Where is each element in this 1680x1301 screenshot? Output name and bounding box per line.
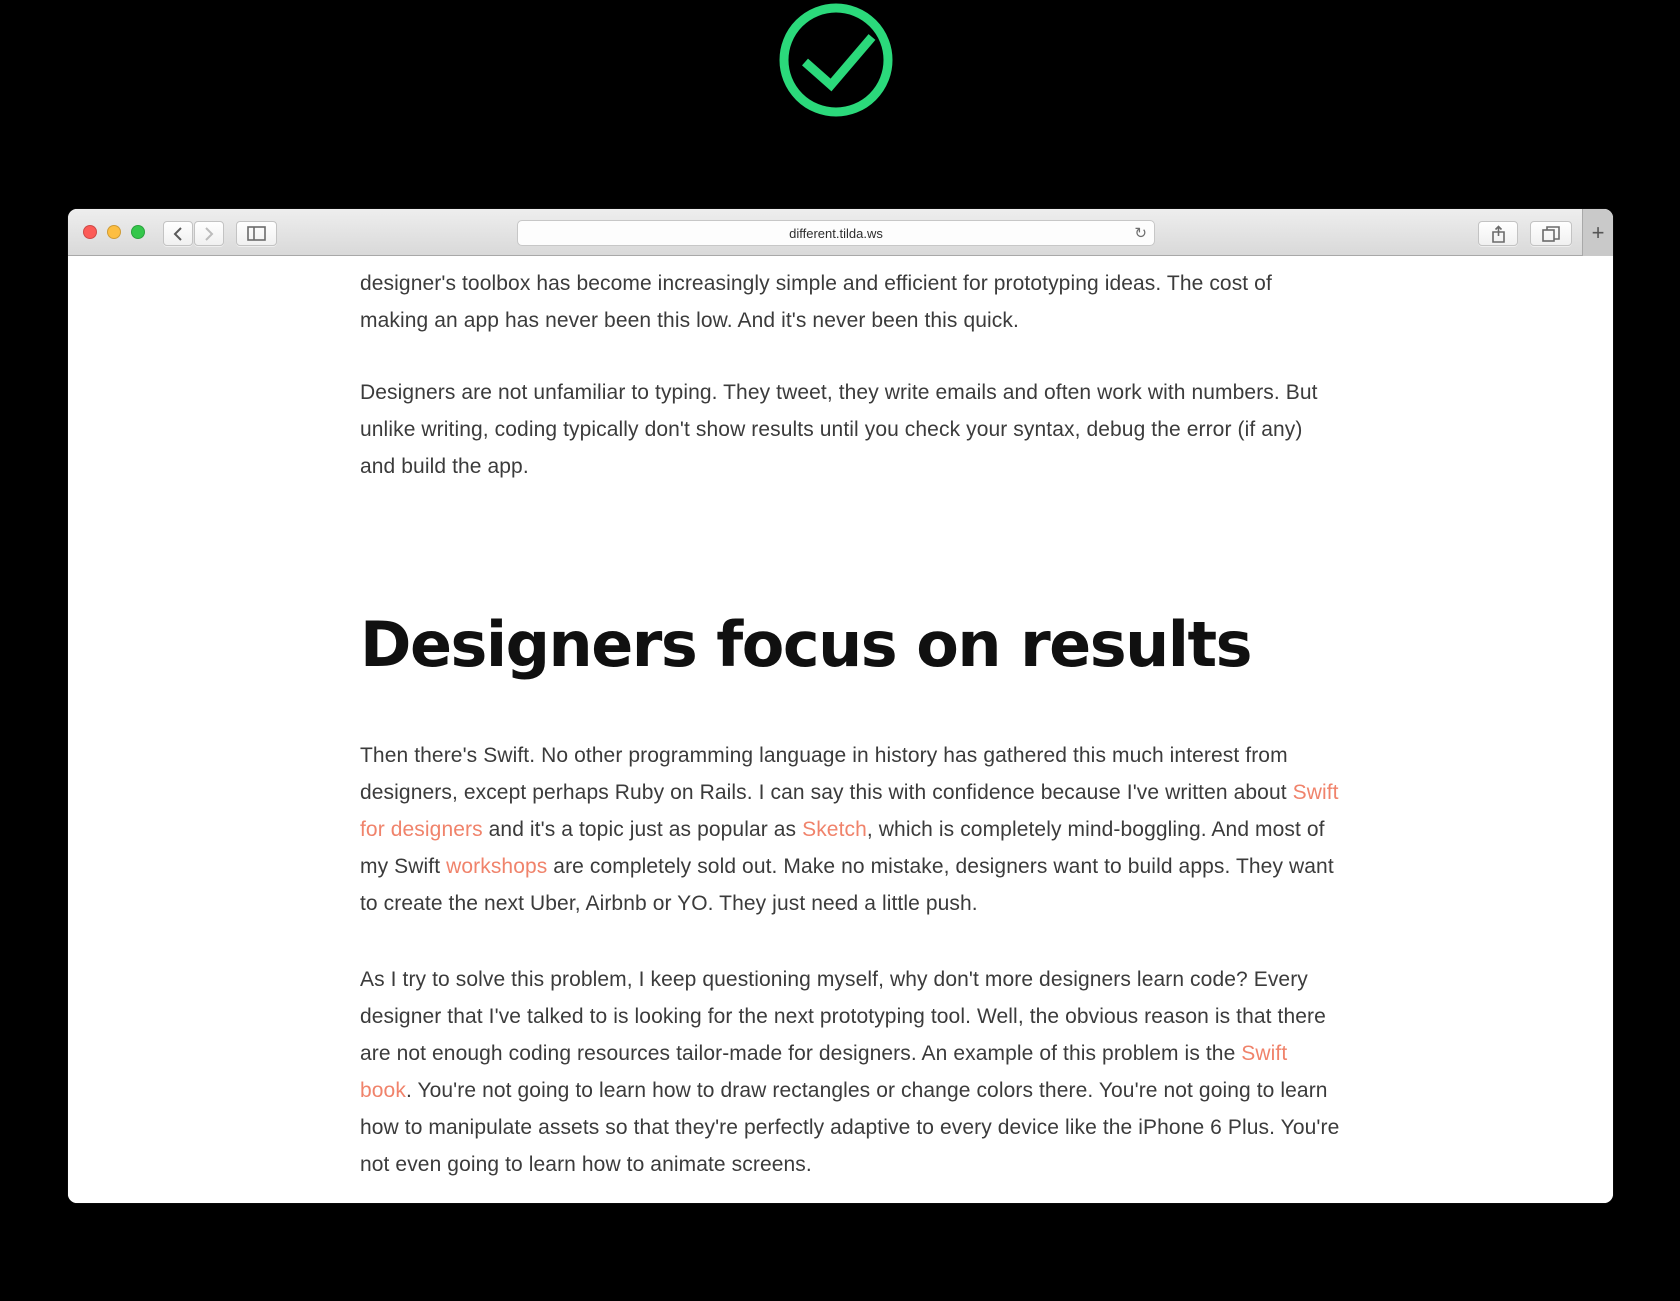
webpage-content (68, 257, 1613, 1203)
text-segment: As I try to solve this problem, I keep questioning myself, why don't more designers learn code? Every designer that I've talked to is looking for the next prototyping tool. Well, the obvious reason is that there are not enough coding resources tailor-made for designers. An example of this problem is the (360, 968, 1326, 1065)
text-segment: Then there's Swift. No other programming language in history has gathered this much interest from designers, except perhaps Ruby on Rails. I can say this with confidence because I've written about (360, 744, 1293, 804)
inline-link[interactable]: Swift for designers (360, 781, 1339, 841)
chevron-left-icon (173, 227, 183, 241)
tab-overview-icon (1542, 226, 1560, 242)
back-button[interactable] (163, 221, 193, 246)
intro-paragraph (360, 265, 1340, 339)
text-segment: Designers are not unfamiliar to typing. They tweet, they write emails and often work with numbers. But unlike writing, coding typically don't show results until you check your syntax, debug the error (if any) and build the app. (360, 381, 1318, 478)
address-bar[interactable] (517, 220, 1155, 246)
inline-link[interactable]: Swift book (360, 1042, 1288, 1102)
tab-overview-button[interactable] (1530, 221, 1572, 246)
text-segment: and it's a topic just as popular as (482, 818, 803, 841)
sidebar-toggle-icon (247, 226, 266, 241)
text-segment: , which is completely mind-boggling. And most of my Swift (360, 818, 1325, 878)
forward-button[interactable] (194, 221, 224, 246)
minimize-window-button[interactable] (107, 225, 121, 239)
plus-icon: + (1591, 219, 1605, 245)
text-segment: are completely sold out. Make no mistake, designers want to build apps. They want to create the next Uber, Airbnb or YO. They just need a little push. (360, 855, 1334, 915)
sidebar-toggle-button[interactable] (236, 221, 277, 246)
share-icon (1491, 225, 1506, 243)
third-paragraph (360, 737, 1340, 922)
share-button[interactable] (1478, 221, 1518, 246)
browser-toolbar (68, 209, 1613, 256)
new-tab-button[interactable] (1582, 209, 1613, 256)
second-paragraph (360, 374, 1340, 485)
page-heading: Designers focus on results (360, 608, 1252, 681)
zoom-window-button[interactable] (131, 225, 145, 239)
inline-link[interactable]: workshops (446, 855, 548, 878)
check-circle-icon (776, 0, 896, 120)
reload-icon[interactable]: ↻ (1134, 224, 1147, 242)
close-window-button[interactable] (83, 225, 97, 239)
url-text: different.tilda.ws (789, 225, 883, 241)
fourth-paragraph (360, 961, 1340, 1183)
inline-link[interactable]: Sketch (802, 818, 867, 841)
text-segment: . You're not going to learn how to draw rectangles or change colors there. You're not going to learn how to manipulate assets so that they're perfectly adaptive to every device like the iPhone 6 Plus. You're not even going to learn how to animate screens. (360, 1079, 1340, 1176)
chevron-right-icon (204, 227, 214, 241)
browser-window (68, 209, 1613, 1203)
text-segment: designer's toolbox has become increasingly simple and efficient for prototyping ideas. The cost of making an app has never been this low. And it's never been this quick. (360, 272, 1272, 332)
